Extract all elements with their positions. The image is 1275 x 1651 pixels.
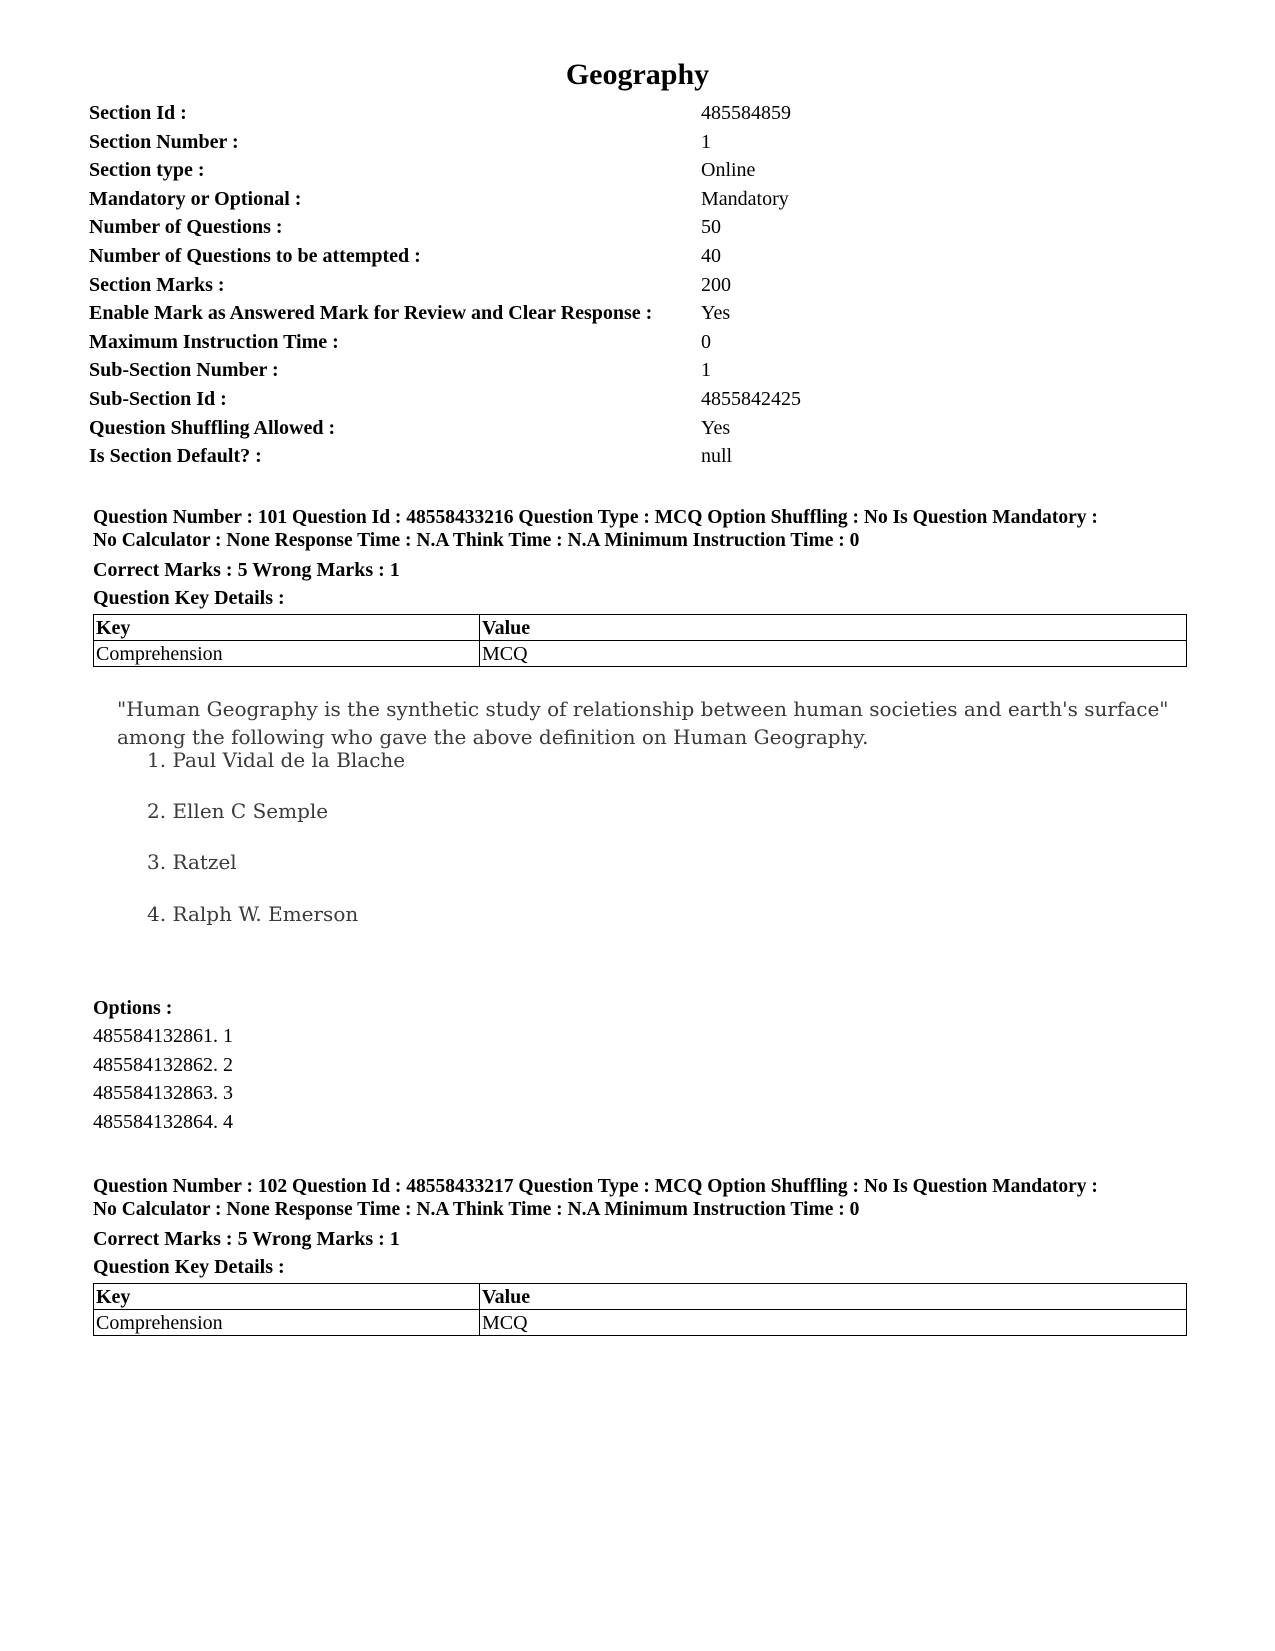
info-label: Enable Mark as Answered Mark for Review and Clear Response : — [89, 302, 653, 325]
question-meta-line: No Calculator : None Response Time : N.A Think Time : N.A Minimum Instruction Time : 0 — [93, 530, 860, 551]
info-value: Mandatory — [701, 187, 789, 210]
table-cell-value: MCQ — [480, 641, 1187, 667]
page-title: Geography — [565, 58, 710, 91]
info-label: Mandatory or Optional : — [89, 187, 302, 210]
question-marks: Correct Marks : 5 Wrong Marks : 1 — [93, 559, 400, 581]
info-label: Section Number : — [89, 130, 239, 153]
info-value: null — [701, 445, 733, 468]
question-102 — [93, 1175, 1188, 1336]
option-item: 485584132863. 3 — [93, 1082, 233, 1105]
info-label: Sub-Section Id : — [89, 387, 227, 410]
question-choice: 1. Paul Vidal de la Blache — [147, 748, 406, 772]
info-value: Yes — [701, 416, 731, 439]
info-value: 0 — [701, 330, 711, 353]
info-row-sub-section-number — [89, 356, 801, 385]
table-header-value: Value — [480, 1284, 1187, 1310]
question-meta-line: No Calculator : None Response Time : N.A Think Time : N.A Minimum Instruction Time : 0 — [93, 1199, 860, 1220]
options-label: Options : — [93, 997, 173, 1019]
table-cell-key: Comprehension — [94, 641, 480, 667]
info-value: Online — [701, 159, 756, 182]
info-label: Section type : — [89, 159, 205, 182]
question-choice: 4. Ralph W. Emerson — [147, 902, 359, 926]
table-row — [94, 641, 1187, 667]
question-key-details-label: Question Key Details : — [93, 1256, 285, 1278]
question-meta-line: Question Number : 101 Question Id : 48558433216 Question Type : MCQ Option Shuffling : No Is Question Mandatory : — [93, 507, 1098, 528]
table-header-value: Value — [480, 615, 1187, 641]
info-value: 1 — [701, 130, 711, 153]
section-info — [89, 99, 801, 471]
question-key-table — [93, 614, 1187, 667]
info-label: Number of Questions to be attempted : — [89, 244, 421, 267]
table-cell-key: Comprehension — [94, 1310, 480, 1336]
info-label: Sub-Section Number : — [89, 359, 279, 382]
info-row-questions-to-attempt — [89, 242, 801, 271]
table-row — [94, 1310, 1187, 1336]
info-label: Section Marks : — [89, 273, 225, 296]
info-row-max-instruction-time — [89, 328, 801, 357]
info-row-sub-section-id — [89, 385, 801, 414]
info-label: Maximum Instruction Time : — [89, 330, 339, 353]
info-row-section-number — [89, 128, 801, 157]
info-row-section-marks — [89, 271, 801, 300]
table-header-key: Key — [94, 1284, 480, 1310]
question-key-table — [93, 1283, 1187, 1336]
info-row-mandatory-optional — [89, 185, 801, 214]
table-cell-value: MCQ — [480, 1310, 1187, 1336]
question-text: "Human Geography is the synthetic study of relationship between human societies and earth's surface" among the following who gave the above definition on Human Geography. — [117, 697, 1169, 749]
info-row-question-shuffling — [89, 414, 801, 443]
info-value: 40 — [701, 244, 721, 267]
info-value: 485584859 — [701, 102, 791, 124]
question-choice: 2. Ellen C Semple — [147, 799, 329, 823]
question-choice: 3. Ratzel — [147, 850, 237, 874]
option-item: 485584132862. 2 — [93, 1053, 233, 1076]
info-row-enable-mark — [89, 299, 801, 328]
question-101 — [93, 506, 1188, 667]
info-value: Yes — [701, 302, 731, 325]
info-label: Question Shuffling Allowed : — [89, 416, 336, 439]
info-label: Section Id : — [89, 102, 187, 124]
question-key-details-label: Question Key Details : — [93, 587, 285, 609]
option-item: 485584132864. 4 — [93, 1110, 233, 1133]
info-label: Is Section Default? : — [89, 445, 262, 468]
info-row-section-id — [89, 99, 801, 128]
question-marks: Correct Marks : 5 Wrong Marks : 1 — [93, 1228, 400, 1250]
info-row-section-default — [89, 442, 801, 471]
info-value: 50 — [701, 216, 721, 239]
question-body — [117, 695, 1177, 926]
question-meta-line: Question Number : 102 Question Id : 48558433217 Question Type : MCQ Option Shuffling : No Is Question Mandatory : — [93, 1176, 1098, 1197]
table-header-row — [94, 615, 1187, 641]
options-block — [93, 994, 233, 1136]
table-header-row — [94, 1284, 1187, 1310]
info-value: 4855842425 — [701, 387, 801, 410]
info-label: Number of Questions : — [89, 216, 283, 239]
info-row-section-type — [89, 156, 801, 185]
info-value: 200 — [701, 273, 731, 296]
info-value: 1 — [701, 359, 711, 382]
option-item: 485584132861. 1 — [93, 1025, 233, 1047]
table-header-key: Key — [94, 615, 480, 641]
info-row-number-of-questions — [89, 213, 801, 242]
